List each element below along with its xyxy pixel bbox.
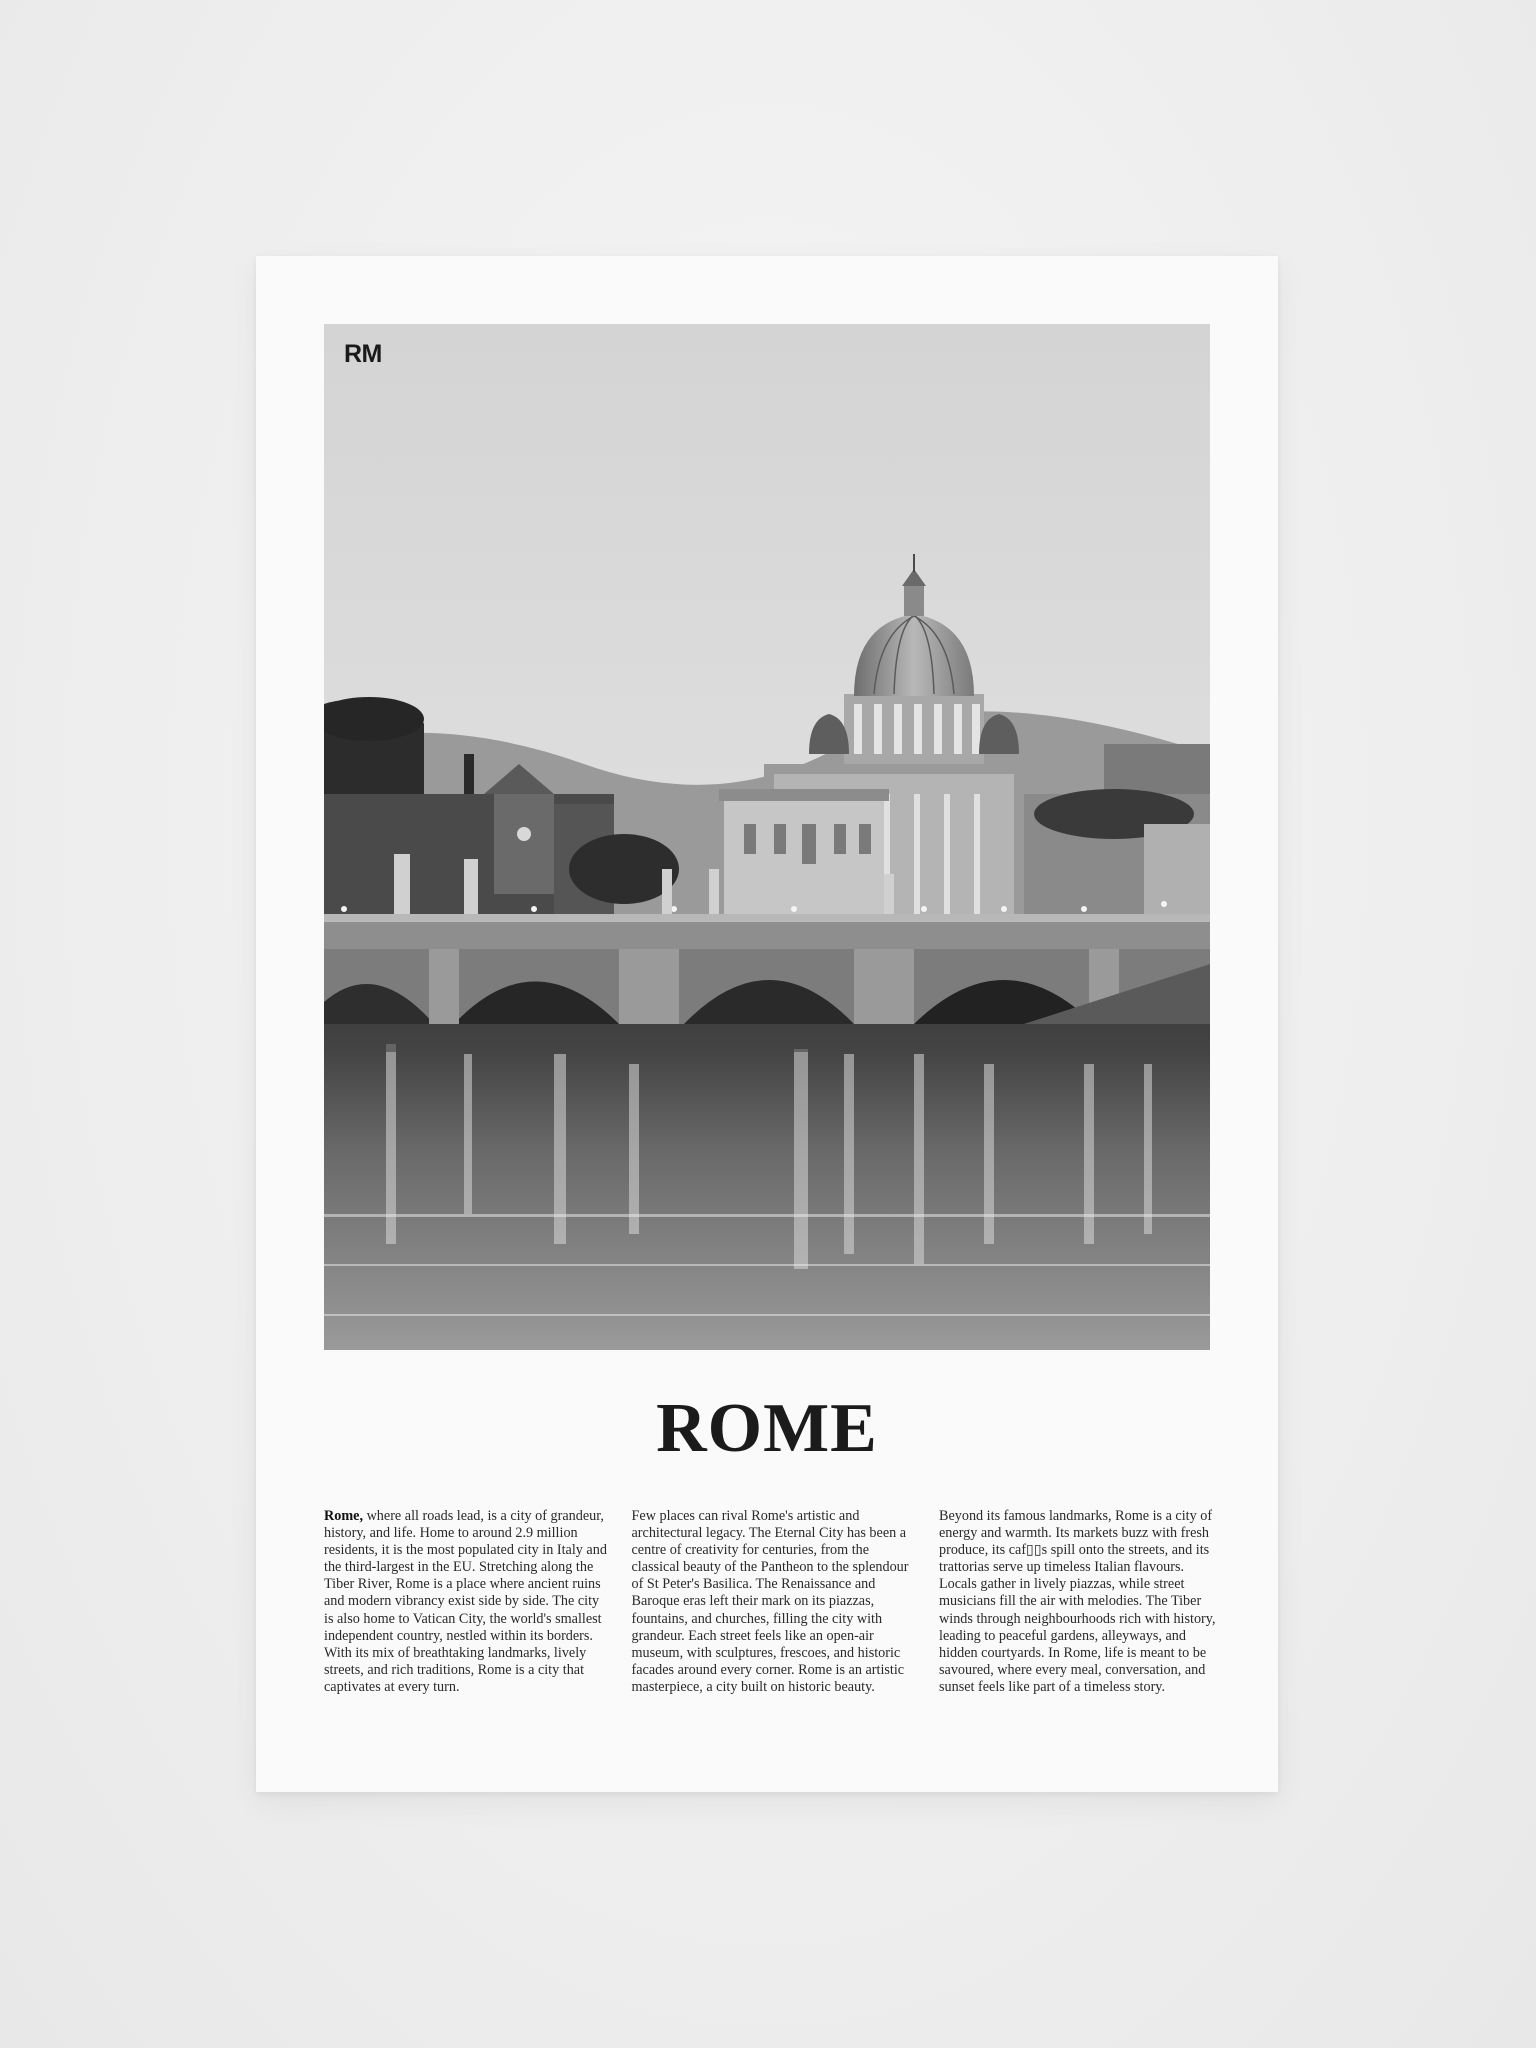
poster-title: ROME [656,1390,878,1467]
text-column-2 [632,1508,917,1696]
column-1-lead: Rome, [324,1508,364,1524]
text-column-3 [939,1508,1224,1696]
text-columns [324,1508,1224,1696]
column-3-text: Beyond its famous landmarks, Rome is a city of energy and warmth. Its markets buzz with fresh produce, its caf▯▯s spill onto the streets, and its trattorias serve up timeless Italian flavours. Locals gather in lively piazzas, while street musicians fill the air with melodies. The Tiber winds through neighbourhoods rich with history, leading to peaceful gardens, alleyways, and hidden courtyards. In Rome, life is meant to be savoured, where every meal, conversation, and sunset feels like part of a timeless story. [939,1508,1216,1695]
column-1-text: where all roads lead, is a city of grandeur, history, and life. Home to around 2.9 million residents, it is the most populated city in Italy and the third-largest in the EU. Stretching along the Tiber River, Rome is a place where ancient ruins and modern vibrancy exist side by side. The city is also home to Vatican City, the world's smallest independent country, nestled within its borders. With its mix of breathtaking landmarks, lively streets, and rich traditions, Rome is a city that captivates at every turn. [324,1508,607,1695]
column-2-text: Few places can rival Rome's artistic and architectural legacy. The Eternal City has been a centre of creativity for centuries, from the classical beauty of the Pantheon to the splendour of St Peter's Basilica. The Renaissance and Baroque eras left their mark on its piazzas, fountains, and churches, filling the city with grandeur. Each street feels like an open-air museum, with sculptures, frescoes, and historic facades around every corner. Rome is an artistic masterpiece, a city built on historic beauty. [631,1508,909,1695]
text-column-1 [324,1508,609,1696]
monogram-logo: RM [344,340,382,368]
rome-photo [324,324,1210,1350]
rome-skyline-illustration [324,324,1210,1350]
poster [256,256,1278,1792]
